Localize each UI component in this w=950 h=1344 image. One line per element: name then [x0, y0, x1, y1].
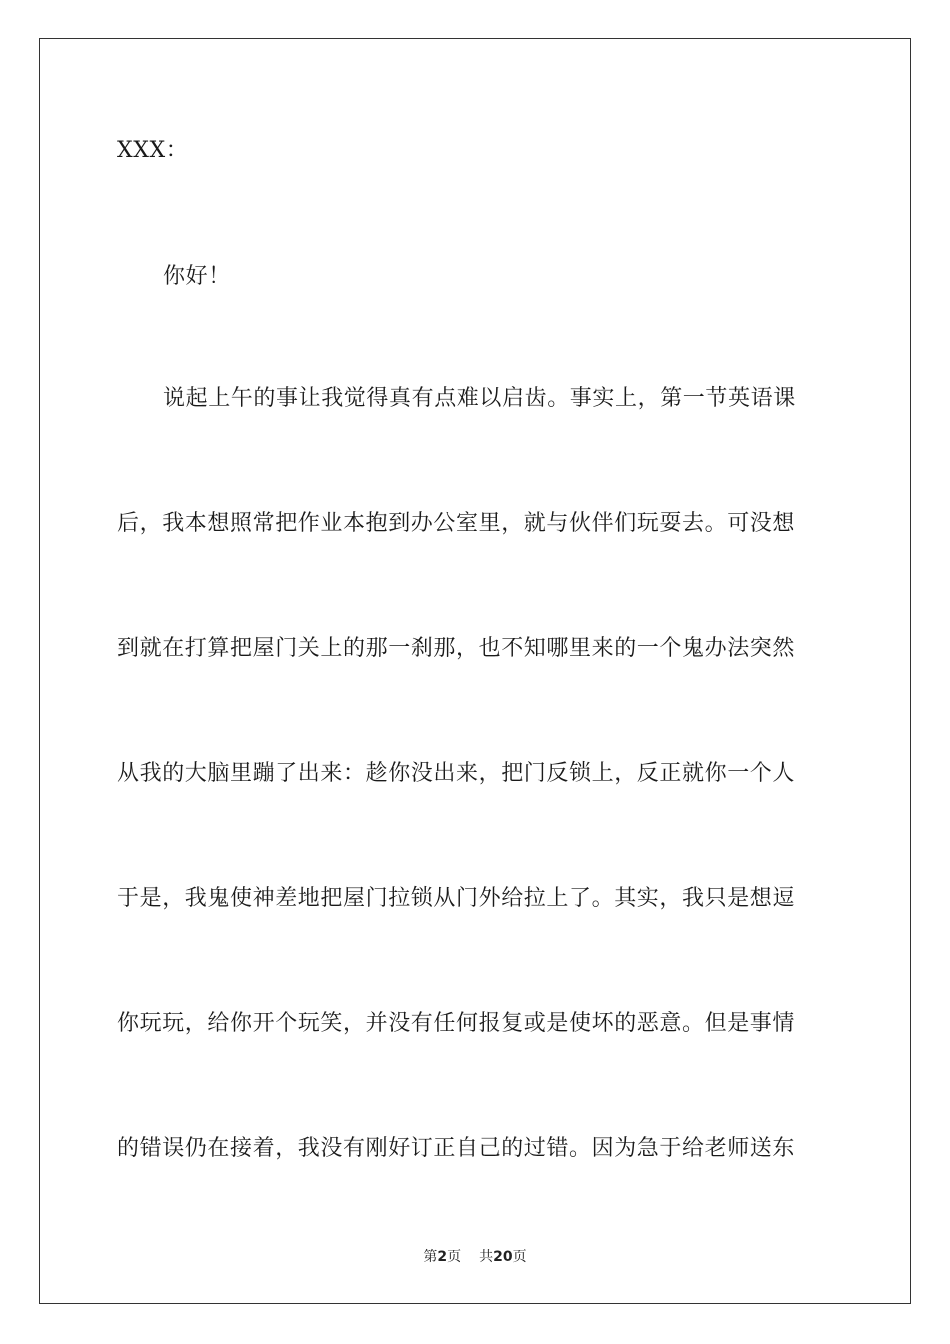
paragraph-line: 的错误仍在接着，我没有刚好订正自己的过错。因为急于给老师送东: [117, 1136, 796, 1161]
paragraph-line: 你玩玩，给你开个玩笑，并没有任何报复或是使坏的恶意。但是事情: [117, 1011, 796, 1036]
total-prefix: 共: [479, 1249, 494, 1265]
paragraph-line: 说起上午的事让我觉得真有点难以启齿。事实上，第一节英语课: [163, 386, 796, 411]
paragraph-line: 于是，我鬼使神差地把屋门拉锁从门外给拉上了。其实，我只是想逗: [117, 886, 796, 911]
greeting: 你好！: [163, 264, 231, 289]
page-prefix: 第: [423, 1249, 438, 1265]
page-suffix: 页: [447, 1249, 462, 1265]
page-number: 2: [437, 1249, 448, 1265]
total-suffix: 页: [512, 1249, 527, 1265]
paragraph-line: 到就在打算把屋门关上的那一刹那，也不知哪里来的一个鬼办法突然: [117, 636, 796, 661]
paragraph-line: 后，我本想照常把作业本抱到办公室里，就与伙伴们玩耍去。可没想: [117, 511, 796, 536]
page-border: [39, 38, 911, 1304]
page-footer: [0, 1248, 950, 1266]
page-total: 20: [493, 1249, 513, 1265]
paragraph-line: 从我的大脑里蹦了出来：趁你没出来，把门反锁上，反正就你一个人: [117, 761, 796, 786]
salutation: XXX：: [117, 138, 189, 163]
